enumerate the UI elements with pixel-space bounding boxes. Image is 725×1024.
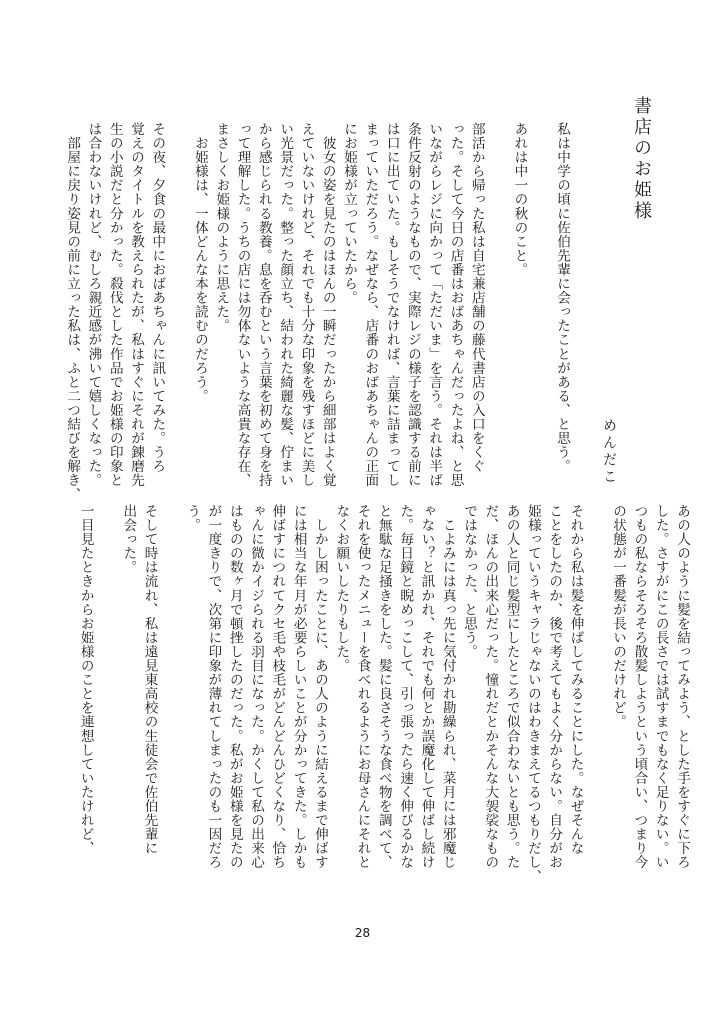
text-column: の状態が一番髪が長いのだけれど。 [610,504,627,729]
text-column: 出会った。 [120,504,137,575]
text-column: 条件反射のようなもので、実際レジの様子を認識する前に [404,122,421,488]
text-column: 部活から帰った私は自宅兼店舗の藤代書店の入口をくぐ [468,122,485,474]
text-column [160,504,181,924]
story-title: 書店のお姫様 [631,96,652,222]
text-column: 覚えのタイトルを教えられたが、私はすぐにそれが錬磨先 [128,122,145,488]
text-column: まさしくお姫様のように思えた。 [213,122,230,333]
text-column: ゃんに微かイジられる羽目になった。かくして私の出来心 [248,504,265,870]
text-column: い光景だった。整った顔立ち、結われた綺麗な髪、佇まい [277,122,294,488]
text-column: 姫様っていうキャラじゃないのはわきまえてるつもりだし、 [524,504,541,884]
text-column: あの人のように髪を結ってみよう、とした手をすぐに下ろ [674,504,690,870]
text-column: しかし困ったことに、あの人のように結えるまで伸ばす [311,504,328,870]
text-column: つもの私ならそろそろ散髪しようという頃合い、つまり今 [631,504,648,870]
text-column: から感じられる教養。息を呑むという言葉を初めて身を持 [255,122,272,488]
text-column: あの人と同じ髪型にしたところで似合わないとも思う。た [503,504,520,870]
text-column [529,122,550,494]
text-column: こよみには真っ先に気付かれ勘繰られ、菜月には邪魔じ [439,504,456,870]
text-column: 一目見たときからお姫様のことを連想していたけれど、 [77,504,94,856]
text-column: った。そして今日の店番はおばあちゃんだったよね、と思 [447,122,464,488]
text-column: した。さすがにこの長さでは試すまでもなく足りない。い [652,504,669,870]
text-column: だ、ほんの出来心だった。憧れだとかそんな大袈裟なもの [482,504,499,870]
text-column: た。毎日鏡と睨めっこして、引っ張ったら速く伸びるかな [397,504,414,870]
text-column: あれは中一の秋のこと。 [511,122,528,277]
text-column [96,504,117,924]
text-column: まっていただろう。なぜなら、店番のおばあちゃんの正面 [362,122,379,488]
text-column: と無駄な足掻きをした。髪に良さそうな食べ物を調べて、 [375,504,392,870]
body-text-upper [64,122,572,502]
text-column: にお姫様が立っていたから。 [341,122,358,305]
text-column: お姫様は、一体どんな本を読むのだろう。 [191,122,208,403]
text-column: ことをしたのか、後で考えてもよく分からない。自分がお [546,504,563,870]
text-column: えていないけれど、それでも十分な印象を残すほどに美し [298,122,315,488]
text-column: はものの数ヶ月で頓挫したのだった。私がお姫様を見たの [226,504,243,870]
text-column: 部屋に戻り姿見の前に立った私は、ふと二つ結びを解き、 [64,122,81,502]
text-column: なくお願いしたりもした。 [333,504,350,673]
author-name: めんだこ [601,418,617,486]
text-column: 生の小説だと分かった。殺伐とした作品でお姫様の印象と [106,122,123,488]
text-column: は口に出ていた。もしそうでなければ、言葉に詰まってし [383,122,400,488]
text-column: が一度きりで、次第に印象が薄れてしまったのも一因だろ [205,504,222,870]
text-column: ゃない？と訊かれ、それでも何とか誤魔化して伸ばし続け [418,504,435,870]
page-number: 28 [354,926,371,940]
text-column: そして時は流れ、私は遠見東高校の生徒会で佐伯先輩に [141,504,158,856]
text-column: 伸ばすにつれてクセ毛や枝毛がどんどんひどくなり、恰ち [269,504,286,870]
text-column: って理解した。うちの店には勿体ないような高貴な存在、 [234,122,251,488]
text-column: には相当な年月が必要らしいことが分かってきた。しかも [290,504,307,870]
text-column [487,122,508,494]
text-column: う。 [184,504,201,533]
text-column: それから私は髪を伸ばしてみることにした。なぜそんな [567,504,584,856]
text-column: 私は中学の頃に佐伯先輩に会ったことがある、と思う。 [554,122,570,474]
body-text-lower [70,504,692,924]
text-column: ではなかった、と思う。 [461,504,478,659]
text-column: それを使ったメニューを食べれるようにお母さんにそれと [354,504,371,870]
text-column [167,122,188,494]
text-column: は合わないけれど、むしろ親近感が沸いて嬉しくなった。 [85,122,102,488]
text-column [586,504,607,924]
text-column: いながらレジに向かって「ただいま」を言う。それは半ば [426,122,443,488]
text-column: 彼女の姿を見たのはほんの一瞬だったから細部はよく覚 [319,122,336,488]
text-column: その夜、夕食の最中におばあちゃんに訊いてみた。うろ [149,122,166,474]
